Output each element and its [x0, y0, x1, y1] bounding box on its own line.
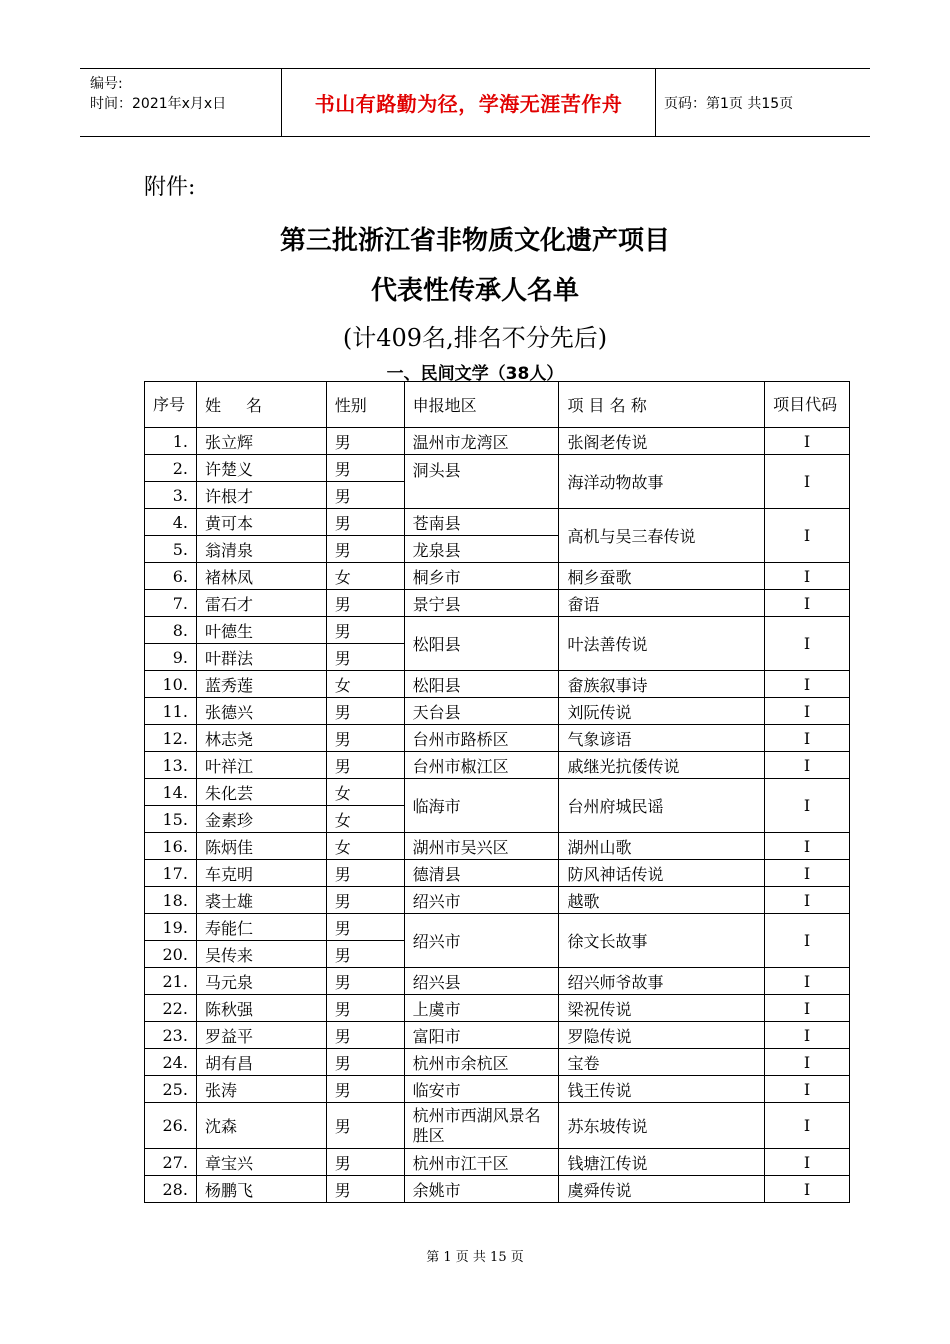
page-info: 页码：第1页 共15页 [664, 95, 794, 112]
count-note: (计409名,排名不分先后) [342, 324, 608, 352]
cell-project: 高机与吴三春传说 [559, 509, 765, 563]
table-row [145, 671, 850, 698]
table-row [145, 563, 850, 590]
cell-name: 林志尧 [196, 725, 326, 752]
cell-gender: 男 [326, 1176, 404, 1203]
cell-name: 陈秋强 [196, 995, 326, 1022]
header-meta-cell [80, 69, 282, 136]
cell-code: I [765, 725, 850, 752]
cell-gender: 男 [326, 1049, 404, 1076]
cell-region: 苍南县 [404, 509, 559, 536]
cell-no: 15. [145, 806, 197, 833]
cell-name: 胡有昌 [196, 1049, 326, 1076]
cell-project: 防风神话传说 [559, 860, 765, 887]
cell-no: 12. [145, 725, 197, 752]
cell-code: I [765, 1176, 850, 1203]
cell-no: 13. [145, 752, 197, 779]
table-row [145, 725, 850, 752]
table-row [145, 779, 850, 806]
cell-project: 海洋动物故事 [559, 455, 765, 509]
table-row [145, 1176, 850, 1203]
cell-no: 4. [145, 509, 197, 536]
cell-no: 28. [145, 1176, 197, 1203]
cell-project: 徐文长故事 [559, 914, 765, 968]
cell-gender: 男 [326, 1103, 404, 1149]
table-row [145, 887, 850, 914]
cell-no: 24. [145, 1049, 197, 1076]
cell-name: 金素珍 [196, 806, 326, 833]
cell-region: 桐乡市 [404, 563, 559, 590]
cell-no: 5. [145, 536, 197, 563]
cell-no: 3. [145, 482, 197, 509]
cell-no: 1. [145, 428, 197, 455]
cell-project: 虞舜传说 [559, 1176, 765, 1203]
cell-name: 马元泉 [196, 968, 326, 995]
cell-region: 绍兴市 [404, 914, 559, 968]
cell-no: 18. [145, 887, 197, 914]
table-row [145, 1022, 850, 1049]
time-label: 时间：2021年x月x日 [90, 96, 227, 112]
cell-code: I [765, 617, 850, 671]
cell-region: 温州市龙湾区 [404, 428, 559, 455]
cell-region: 临海市 [404, 779, 559, 833]
cell-region: 杭州市余杭区 [404, 1049, 559, 1076]
serial-label: 编号: [90, 76, 123, 92]
cell-gender: 女 [326, 833, 404, 860]
table-row [145, 455, 850, 482]
cell-project: 畲族叙事诗 [559, 671, 765, 698]
table-row [145, 590, 850, 617]
cell-name: 张涛 [196, 1076, 326, 1103]
cell-name: 张立辉 [196, 428, 326, 455]
cell-region: 松阳县 [404, 671, 559, 698]
cell-code: I [765, 590, 850, 617]
cell-region: 景宁县 [404, 590, 559, 617]
cell-code: I [765, 833, 850, 860]
cell-no: 10. [145, 671, 197, 698]
cell-no: 21. [145, 968, 197, 995]
cell-name: 许根才 [196, 482, 326, 509]
cell-region: 洞头县 [404, 455, 559, 509]
cell-project: 罗隐传说 [559, 1022, 765, 1049]
header-name: 姓 名 [196, 382, 326, 428]
cell-gender: 男 [326, 698, 404, 725]
cell-code: I [765, 698, 850, 725]
cell-no: 27. [145, 1149, 197, 1176]
cell-project: 桐乡蚕歌 [559, 563, 765, 590]
cell-no: 9. [145, 644, 197, 671]
cell-name: 陈炳佳 [196, 833, 326, 860]
cell-name: 车克明 [196, 860, 326, 887]
cell-project: 叶法善传说 [559, 617, 765, 671]
cell-name: 叶德生 [196, 617, 326, 644]
cell-gender: 女 [326, 806, 404, 833]
cell-name: 寿能仁 [196, 914, 326, 941]
cell-gender: 男 [326, 509, 404, 536]
cell-region: 临安市 [404, 1076, 559, 1103]
table-row [145, 995, 850, 1022]
cell-gender: 男 [326, 617, 404, 644]
cell-name: 罗益平 [196, 1022, 326, 1049]
cell-region: 上虞市 [404, 995, 559, 1022]
table-row [145, 1076, 850, 1103]
table-row [145, 752, 850, 779]
cell-gender: 男 [326, 455, 404, 482]
cell-region: 台州市椒江区 [404, 752, 559, 779]
cell-gender: 男 [326, 1076, 404, 1103]
cell-no: 8. [145, 617, 197, 644]
table-row [145, 1103, 850, 1149]
cell-no: 22. [145, 995, 197, 1022]
cell-code: I [765, 671, 850, 698]
cell-no: 7. [145, 590, 197, 617]
cell-region: 余姚市 [404, 1176, 559, 1203]
cell-project: 戚继光抗倭传说 [559, 752, 765, 779]
table-row [145, 1149, 850, 1176]
cell-project: 越歌 [559, 887, 765, 914]
document-title-line1: 第三批浙江省非物质文化遗产项目 [279, 226, 670, 256]
cell-name: 翁清泉 [196, 536, 326, 563]
cell-no: 16. [145, 833, 197, 860]
table-row [145, 509, 850, 536]
cell-project: 钱塘江传说 [559, 1149, 765, 1176]
header-no: 序号 [145, 382, 197, 428]
cell-project: 张阁老传说 [559, 428, 765, 455]
cell-code: I [765, 1076, 850, 1103]
cell-region: 杭州市江干区 [404, 1149, 559, 1176]
cell-gender: 女 [326, 563, 404, 590]
cell-name: 许楚义 [196, 455, 326, 482]
cell-code: I [765, 455, 850, 509]
cell-no: 25. [145, 1076, 197, 1103]
header-motto-cell [282, 69, 656, 136]
table-row [145, 833, 850, 860]
cell-code: I [765, 1103, 850, 1149]
cell-name: 雷石才 [196, 590, 326, 617]
cell-gender: 男 [326, 887, 404, 914]
cell-project: 刘阮传说 [559, 698, 765, 725]
table-header-row [145, 382, 850, 428]
header-region: 申报地区 [404, 382, 559, 428]
cell-code: I [765, 1022, 850, 1049]
section-title: 一、民间文学（38人） [386, 364, 564, 384]
cell-no: 17. [145, 860, 197, 887]
attachment-label: 附件: [144, 175, 196, 200]
cell-name: 朱化芸 [196, 779, 326, 806]
cell-code: I [765, 995, 850, 1022]
table-row [145, 428, 850, 455]
cell-gender: 男 [326, 482, 404, 509]
cell-region: 松阳县 [404, 617, 559, 671]
cell-gender: 男 [326, 1149, 404, 1176]
cell-gender: 男 [326, 914, 404, 941]
cell-project: 湖州山歌 [559, 833, 765, 860]
cell-code: I [765, 968, 850, 995]
cell-code: I [765, 860, 850, 887]
cell-project: 气象谚语 [559, 725, 765, 752]
cell-region: 湖州市吴兴区 [404, 833, 559, 860]
cell-gender: 女 [326, 671, 404, 698]
cell-name: 吴传来 [196, 941, 326, 968]
cell-name: 杨鹏飞 [196, 1176, 326, 1203]
table-row [145, 860, 850, 887]
cell-region: 德清县 [404, 860, 559, 887]
table-row [145, 914, 850, 941]
cell-project: 宝卷 [559, 1049, 765, 1076]
cell-name: 叶群法 [196, 644, 326, 671]
cell-code: I [765, 1049, 850, 1076]
header-gender: 性别 [326, 382, 404, 428]
cell-name: 黄可本 [196, 509, 326, 536]
cell-region: 天台县 [404, 698, 559, 725]
cell-code: I [765, 428, 850, 455]
cell-gender: 女 [326, 779, 404, 806]
cell-project: 钱王传说 [559, 1076, 765, 1103]
cell-region: 龙泉县 [404, 536, 559, 563]
cell-no: 19. [145, 914, 197, 941]
cell-code: I [765, 914, 850, 968]
cell-code: I [765, 563, 850, 590]
cell-name: 沈森 [196, 1103, 326, 1149]
cell-code: I [765, 779, 850, 833]
cell-no: 11. [145, 698, 197, 725]
cell-project: 梁祝传说 [559, 995, 765, 1022]
table-row [145, 1049, 850, 1076]
cell-gender: 男 [326, 995, 404, 1022]
cell-gender: 男 [326, 941, 404, 968]
cell-no: 6. [145, 563, 197, 590]
cell-name: 张德兴 [196, 698, 326, 725]
cell-name: 裘士雄 [196, 887, 326, 914]
cell-gender: 男 [326, 725, 404, 752]
cell-no: 20. [145, 941, 197, 968]
cell-gender: 男 [326, 644, 404, 671]
cell-project: 台州府城民谣 [559, 779, 765, 833]
cell-no: 2. [145, 455, 197, 482]
cell-gender: 男 [326, 590, 404, 617]
cell-no: 26. [145, 1103, 197, 1149]
table-row [145, 617, 850, 644]
cell-gender: 男 [326, 1022, 404, 1049]
cell-gender: 男 [326, 860, 404, 887]
table-row [145, 968, 850, 995]
cell-code: I [765, 509, 850, 563]
cell-region: 台州市路桥区 [404, 725, 559, 752]
cell-region: 绍兴县 [404, 968, 559, 995]
cell-name: 蓝秀莲 [196, 671, 326, 698]
table-row [145, 698, 850, 725]
cell-gender: 男 [326, 428, 404, 455]
document-title-line2: 代表性传承人名单 [370, 276, 579, 306]
cell-gender: 男 [326, 536, 404, 563]
cell-no: 14. [145, 779, 197, 806]
page-header [80, 68, 870, 137]
cell-project: 畲语 [559, 590, 765, 617]
cell-code: I [765, 1149, 850, 1176]
cell-code: I [765, 887, 850, 914]
cell-name: 褚林凤 [196, 563, 326, 590]
cell-region: 杭州市西湖风景名胜区 [404, 1103, 559, 1149]
cell-project: 绍兴师爷故事 [559, 968, 765, 995]
cell-region: 绍兴市 [404, 887, 559, 914]
cell-gender: 男 [326, 752, 404, 779]
header-code: 项目代码 [765, 382, 850, 428]
heritage-table [144, 381, 850, 1203]
header-page-cell [656, 69, 870, 136]
motto-text: 书山有路勤为径，学海无涯苦作舟 [314, 92, 623, 116]
cell-gender: 男 [326, 968, 404, 995]
cell-project: 苏东坡传说 [559, 1103, 765, 1149]
cell-region: 富阳市 [404, 1022, 559, 1049]
cell-name: 章宝兴 [196, 1149, 326, 1176]
header-project: 项 目 名 称 [559, 382, 765, 428]
cell-no: 23. [145, 1022, 197, 1049]
cell-name: 叶祥江 [196, 752, 326, 779]
page-footer: 第 1 页 共 15 页 [426, 1250, 524, 1265]
cell-code: I [765, 752, 850, 779]
